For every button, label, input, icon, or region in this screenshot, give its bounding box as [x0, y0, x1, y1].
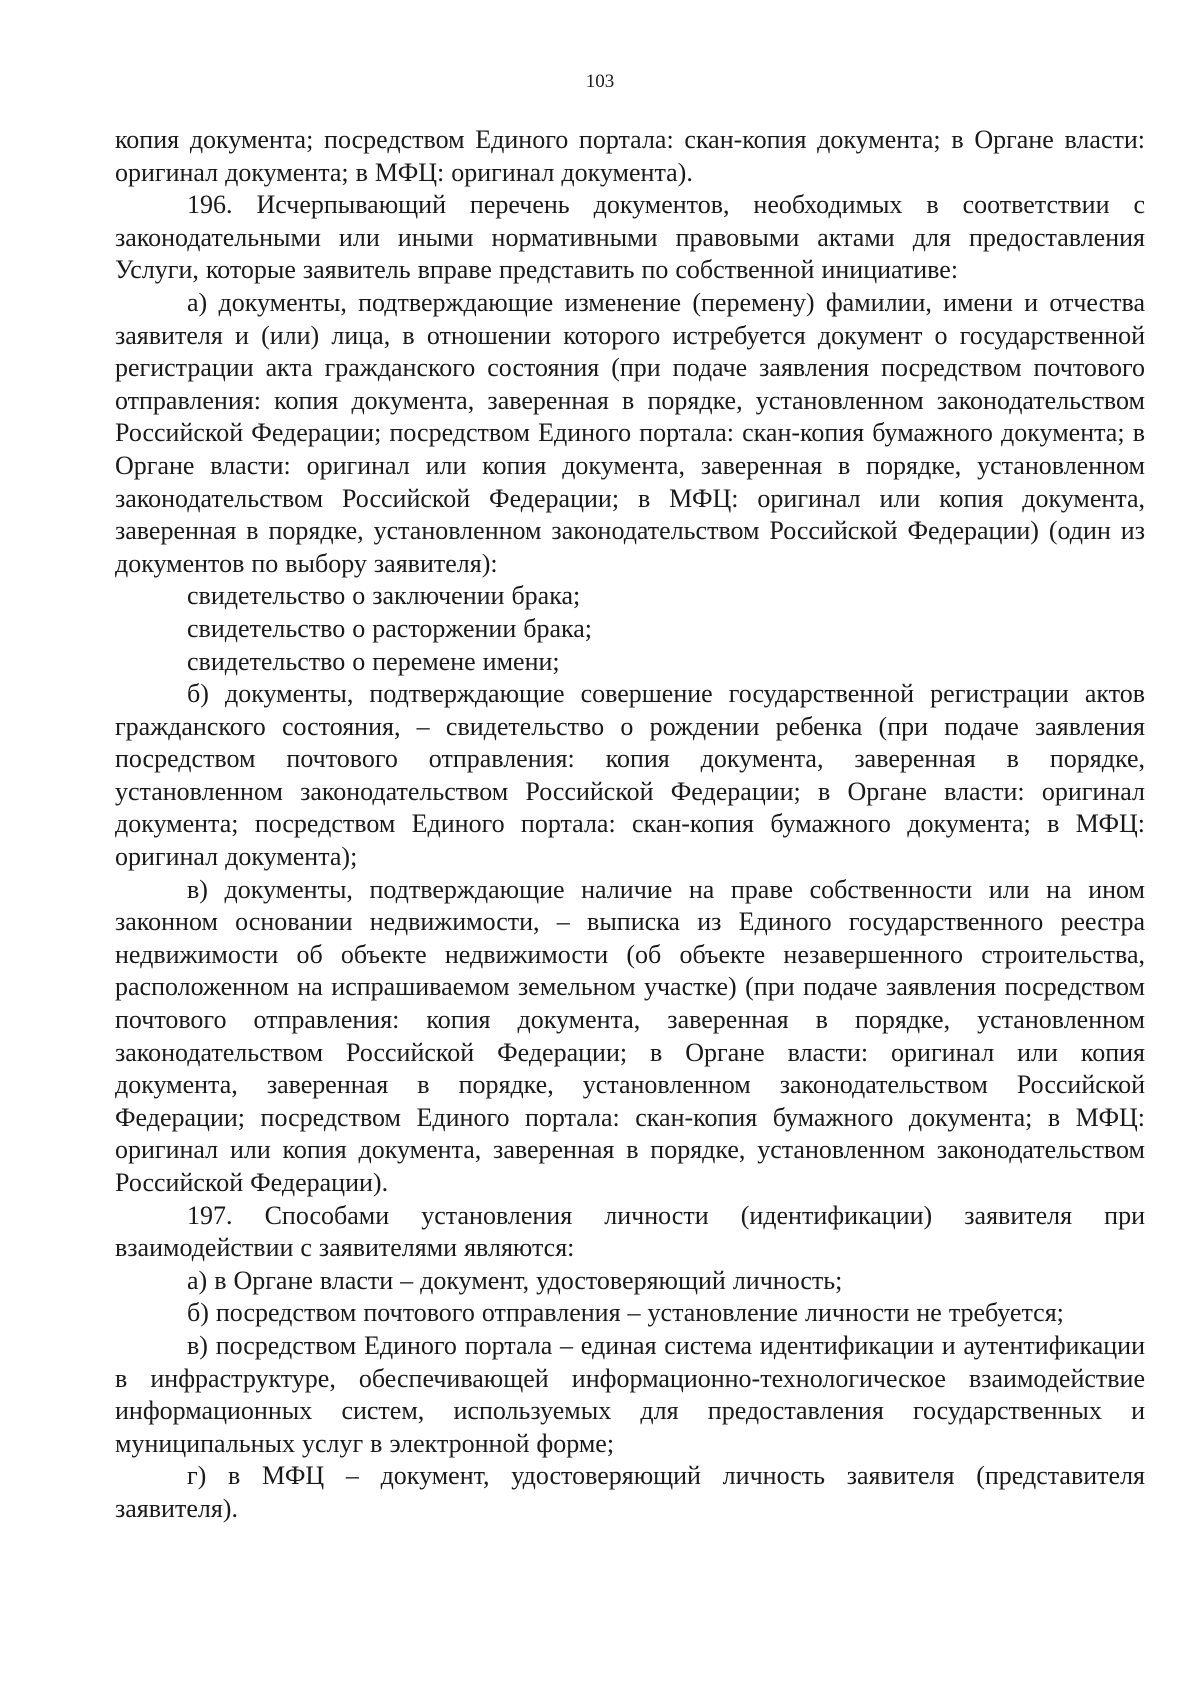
paragraph-subitem-b: б) документы, подтверждающие совершение государственной регистрации актов гражданского состояния, – свидетельство о рождении ребенка (при подаче заявления посредством почтового отправления: копия документа, заверенная в порядке, установленном законодательством Российской Федерации; в Органе власти: оригинал документа; посредством Единого портала: скан-копия бумажного документа; в МФЦ: оригинал документа); — [115, 679, 1145, 872]
paragraph-item-197: 197. Способами установления личности (идентификации) заявителя при взаимодействии с заявителями являются: — [115, 1200, 1145, 1263]
page-number: 103 — [585, 71, 615, 92]
identification-item-b: б) посредством почтового отправления – установление личности не требуется; — [187, 1298, 1064, 1328]
document-body — [115, 124, 1145, 1526]
identification-item-g: г) в МФЦ – документ, удостоверяющий личность заявителя (представителя заявителя). — [115, 1461, 1145, 1523]
paragraph-subitem-a: а) документы, подтверждающие изменение (перемену) фамилии, имени и отчества заявителя и (или) лица, в отношении которого истребуется документ о государственной регистрации акта гражданского состояния (при подаче заявления посредством почтового отправления: копия документа, заверенная в порядке, установленном законодательством Российской Федерации; посредством Единого портала: скан-копия бумажного документа; в Органе власти: оригинал или копия документа, заверенная в порядке, установленном законодательством Российской Федерации; в МФЦ: оригинал или копия документа, заверенная в порядке, установленном законодательством Российской Федерации) (один из документов по выбору заявителя): — [115, 287, 1145, 578]
paragraph-item-196: 196. Исчерпывающий перечень документов, необходимых в соответствии с законодательными или иными нормативными правовыми актами для предоставления Услуги, которые заявитель вправе представить по собственной инициативе: — [115, 190, 1145, 285]
identification-item-v: в) посредством Единого портала – единая система идентификации и аутентификации в инфраструктуре, обеспечивающей информационно-технологическое взаимодействие информационных систем, используемых для предоставления государственных и муниципальных услуг в электронной форме; — [115, 1330, 1145, 1458]
paragraph-subitem-v: в) документы, подтверждающие наличие на праве собственности или на ином законном основании недвижимости, – выписка из Единого государственного реестра недвижимости об объекте недвижимости (об объекте незавершенного строительства, расположенном на испрашиваемом земельном участке) (при подаче заявления посредством почтового отправления: копия документа, заверенная в порядке, установленном законодательством Российской Федерации; в Органе власти: оригинал или копия документа, заверенная в порядке, установленном законодательством Российской Федерации; посредством Единого портала: скан-копия бумажного документа; в МФЦ: оригинал или копия документа, заверенная в порядке, установленном законодательством Российской Федерации). — [115, 874, 1145, 1197]
paragraph-continuation: копия документа; посредством Единого портала: скан-копия документа; в Органе власти: оригинал документа; в МФЦ: оригинал документа). — [115, 125, 1145, 187]
identification-item-a: а) в Органе власти – документ, удостоверяющий личность; — [187, 1265, 843, 1295]
list-item-marriage-certificate: свидетельство о заключении брака; — [187, 581, 581, 611]
list-item-divorce-certificate: свидетельство о расторжении брака; — [187, 613, 593, 643]
list-item-name-change-certificate: свидетельство о перемене имени; — [187, 646, 560, 676]
